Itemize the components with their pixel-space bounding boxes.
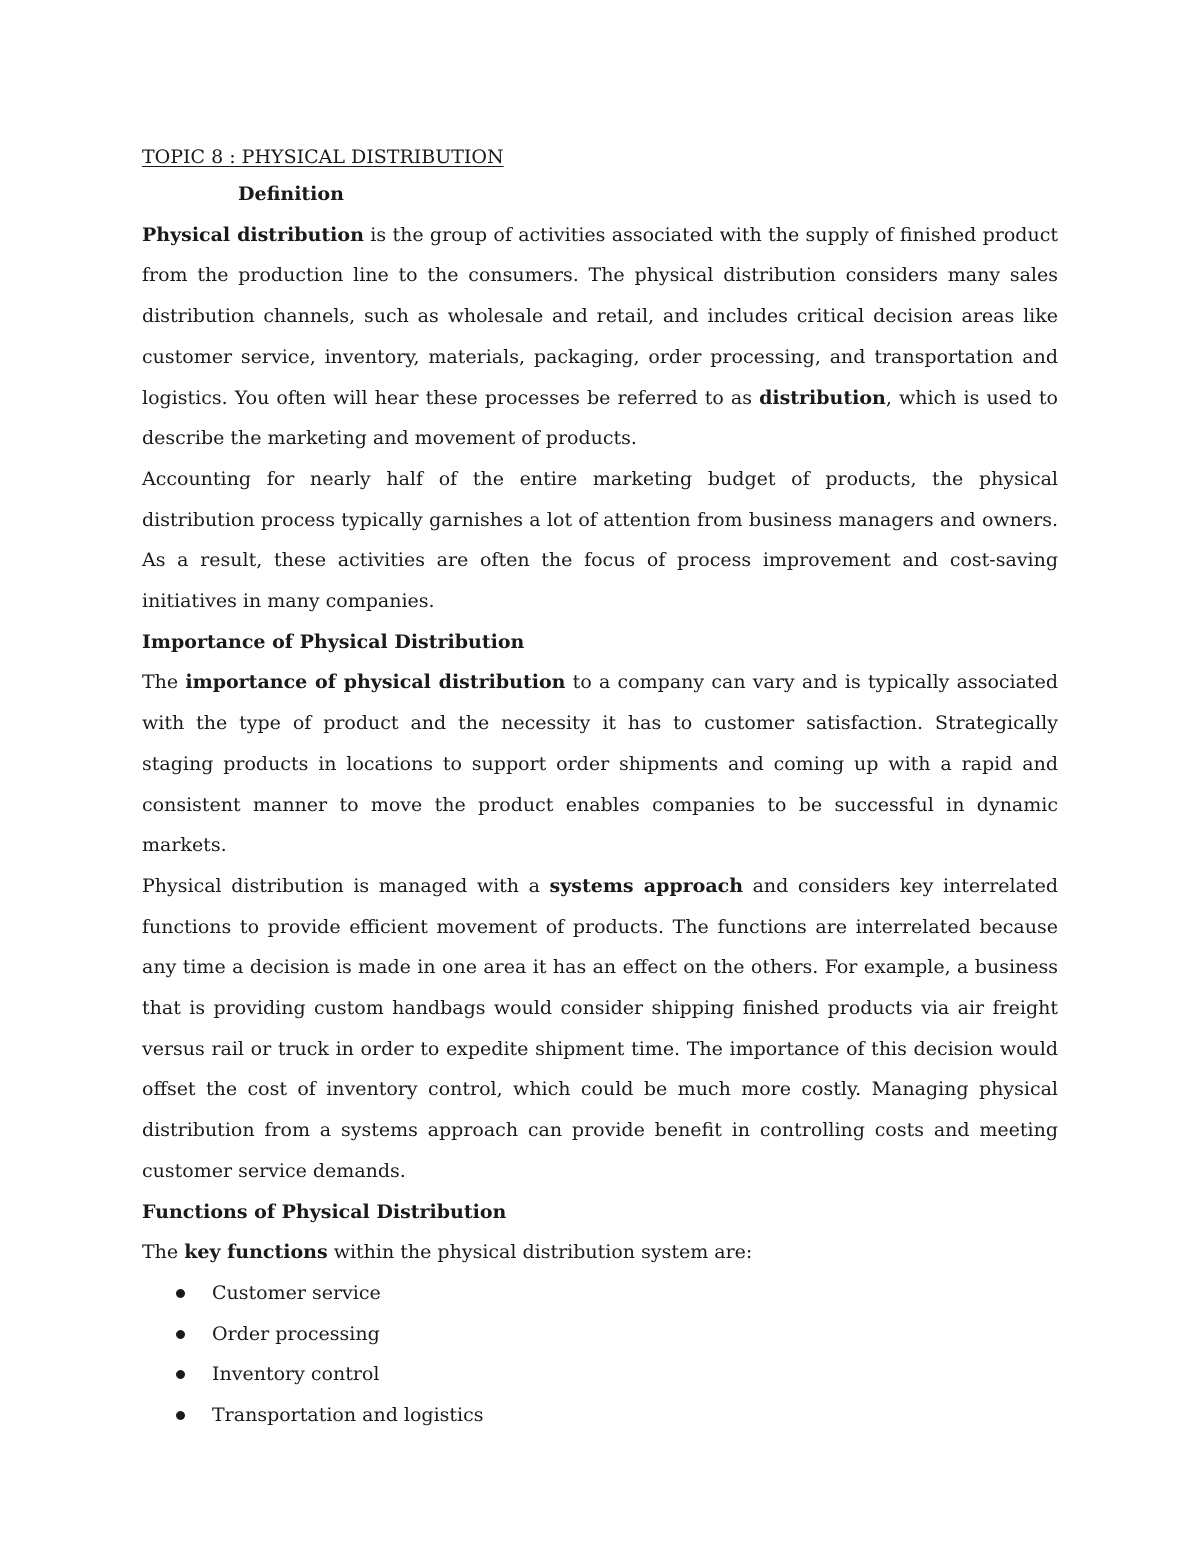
definition-text-2: , which is used to describe the marketing and movement of products. [142,386,1058,450]
functions-intro-text-1: within the physical distribution system are: [327,1241,753,1264]
definition-heading: Definition [238,183,344,205]
list-item-label: Transportation and logistics [212,1404,484,1427]
list-item-label: Order processing [212,1322,380,1345]
definition-text-1: is the group of activities associated with the supply of finished product from the production line to the consumers. The physical distribution considers many sales distribution channels, such as wholesale and retail, and includes critical decision areas like customer service, inventory, materials, packaging, order processing, and transportation and logistics. You often will hear these processes be referred to as [142,223,1058,409]
bullet-icon [176,1289,185,1298]
term-physical-distribution: Physical distribution [142,223,364,246]
term-key-functions: key functions [184,1241,328,1264]
list-item [176,1354,1058,1395]
importance-heading: Importance of Physical Distribution [142,630,525,653]
bullet-icon [176,1370,185,1379]
functions-intro [142,1232,1058,1273]
list-item-label: Customer service [212,1281,381,1304]
importance-text-0: The [142,671,186,694]
functions-list [142,1273,1058,1436]
document-page [142,140,1058,1436]
importance-text-1: to a company can vary and is typically associated with the type of product and the necessity it has to customer satisfaction. Strategically staging products in locations to support order shipments and coming up with a rapid and consistent manner to move the product enables companies to be successful in dynamic markets. [142,671,1058,857]
functions-heading: Functions of Physical Distribution [142,1200,507,1223]
systems-text-0: Physical distribution is managed with a [142,874,550,897]
term-systems-approach: systems approach [549,874,744,897]
bullet-icon [176,1330,185,1339]
systems-paragraph [142,866,1058,1192]
term-distribution: distribution [759,386,886,409]
importance-paragraph [142,662,1058,866]
functions-intro-text-0: The [142,1241,185,1264]
systems-text-1: and considers key interrelated functions to provide efficient movement of products. The functions are interrelated because any time a decision is made in one area it has an effect on the others. For example, a business that is providing custom handbags would consider shipping finished products via air freight versus rail or truck in order to expedite shipment time. The importance of this decision would offset the cost of inventory control, which could be much more costly. Managing physical distribution from a systems approach can provide benefit in controlling costs and meeting customer service demands. [142,874,1058,1182]
list-item [176,1395,1058,1436]
bullet-icon [176,1411,185,1420]
list-item [176,1273,1058,1314]
term-importance: importance of physical distribution [185,671,566,694]
document-title: TOPIC 8 : PHYSICAL DISTRIBUTION [142,146,504,168]
budget-paragraph: Accounting for nearly half of the entire marketing budget of products, the physical distribution process typically garnishes a lot of attention from business managers and owners. As a result, these activities are often the focus of process improvement and cost-saving initiatives in many companies. [142,467,1058,613]
list-item [176,1314,1058,1355]
definition-paragraph [142,215,1058,459]
list-item-label: Inventory control [212,1363,380,1386]
